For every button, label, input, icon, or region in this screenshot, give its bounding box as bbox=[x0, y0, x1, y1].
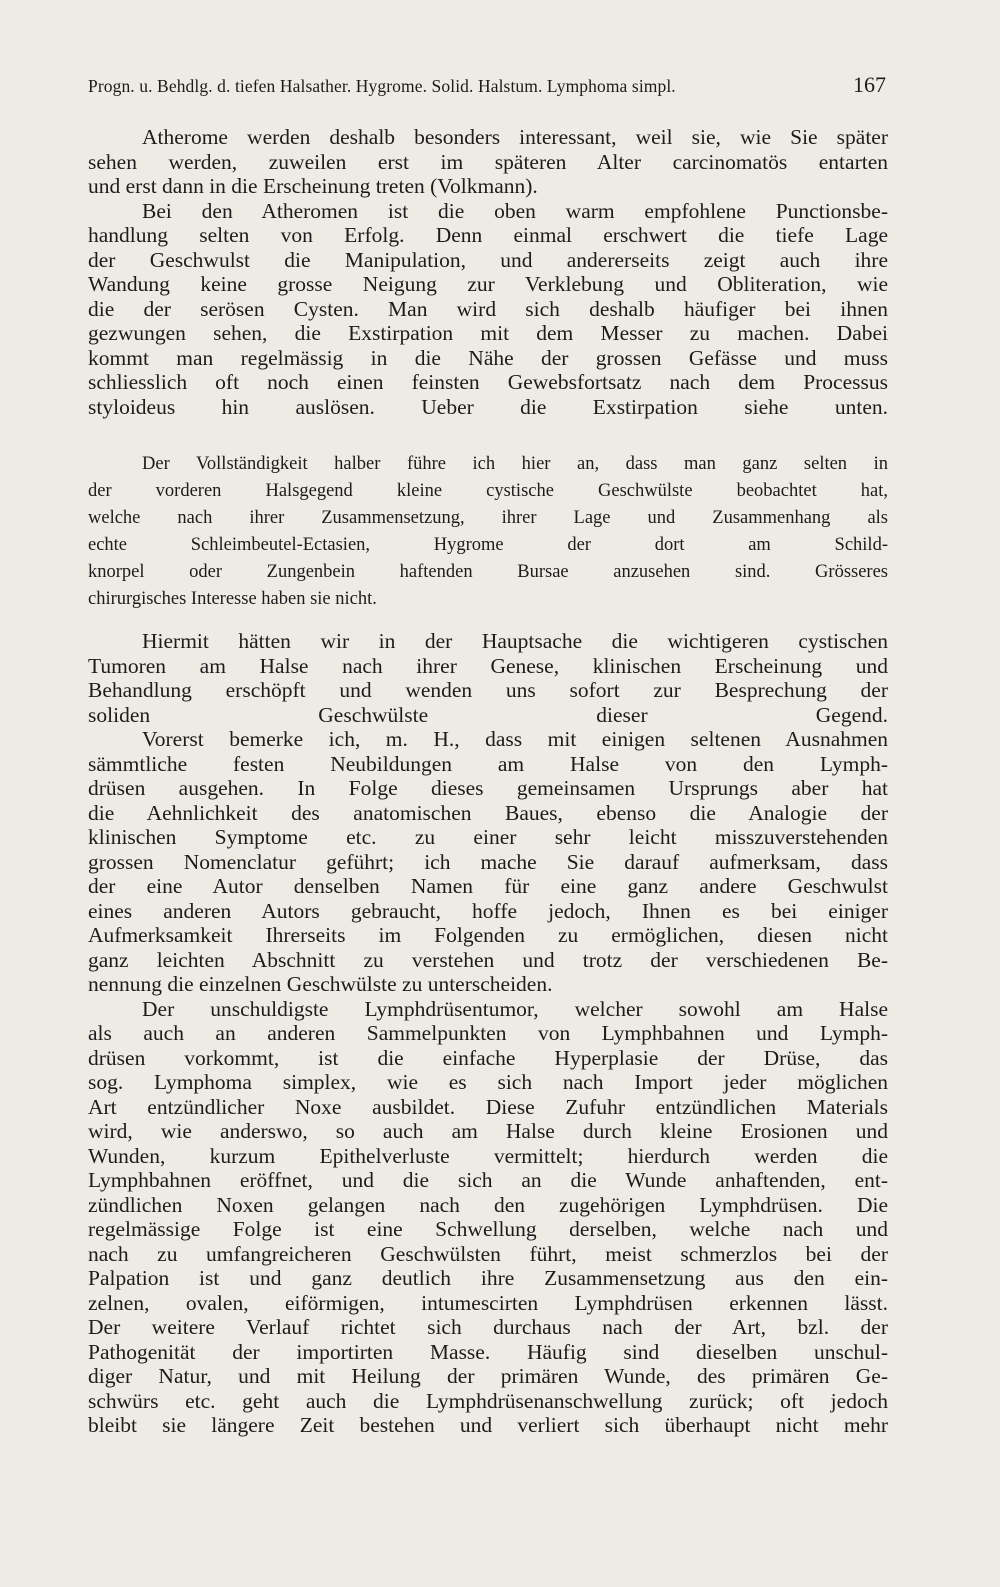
text-line: welche nach ihrer Zusammensetzung, ihrer Lage und Zusammenhang als bbox=[88, 508, 888, 528]
text-line: schliesslich oft noch einen feinsten Gewebsfortsatz nach dem Processus bbox=[88, 370, 888, 394]
text-line: Tumoren am Halse nach ihrer Genese, klinischen Erscheinung und bbox=[88, 653, 888, 678]
text-line: knorpel oder Zungenbein haftenden Bursae anzusehen sind. Grösseres bbox=[88, 562, 888, 582]
text-line: ganz leichten Abschnitt zu verstehen und trotz der verschiedenen Be- bbox=[88, 947, 888, 972]
text-line: Wandung keine grosse Neigung zur Verklebung und Obliteration, wie bbox=[88, 272, 888, 296]
text-line: und erst dann in die Erscheinung treten (Volkmann). bbox=[88, 174, 538, 198]
text-line: als auch an anderen Sammelpunkten von Lymphbahnen und Lymph- bbox=[88, 1021, 888, 1045]
text-line: die der serösen Cysten. Man wird sich deshalb häufiger bei ihnen bbox=[88, 296, 888, 321]
text-line: zelnen, ovalen, eiförmigen, intumescirten Lymphdrüsen erkennen lässt. bbox=[88, 1290, 888, 1315]
text-line: Bei den Atheromen ist die oben warm empfohlene Punctionsbe- bbox=[142, 198, 888, 223]
running-header: Progn. u. Behdlg. d. tiefen Halsather. Hygrome. Solid. Halstum. Lymphoma simpl. bbox=[88, 76, 676, 96]
paragraph bbox=[88, 125, 888, 199]
text-line: echte Schleimbeutel-Ectasien, Hygrome der dort am Schild- bbox=[88, 535, 888, 555]
page-number: 167 bbox=[853, 72, 886, 97]
paragraph bbox=[88, 727, 888, 997]
text-line: sämmtliche festen Neubildungen am Halse von den Lymph- bbox=[88, 751, 888, 776]
text-line: grossen Nomenclatur geführt; ich mache Sie darauf aufmerksam, dass bbox=[88, 849, 888, 874]
text-line: Aufmerksamkeit Ihrerseits im Folgenden zu ermöglichen, diesen nicht bbox=[88, 923, 888, 947]
text-line: klinischen Symptome etc. zu einer sehr leicht misszuverstehenden bbox=[88, 825, 888, 849]
text-line: die Aehnlichkeit des anatomischen Baues, ebenso die Analogie der bbox=[88, 800, 888, 825]
text-line: Palpation ist und ganz deutlich ihre Zusammensetzung aus den ein- bbox=[88, 1266, 888, 1290]
paragraph bbox=[88, 997, 888, 1438]
paragraph bbox=[88, 199, 888, 420]
text-line: Vorerst bemerke ich, m. H., dass mit einigen seltenen Ausnahmen bbox=[142, 727, 888, 751]
text-line: Der weitere Verlauf richtet sich durchaus nach der Art, bzl. der bbox=[88, 1315, 888, 1339]
text-line: kommt man regelmässig in die Nähe der grossen Gefässe und muss bbox=[88, 345, 888, 370]
text-line: nennung die einzelnen Geschwülste zu unterscheiden. bbox=[88, 972, 553, 996]
text-line: Lymphbahnen eröffnet, und die sich an die Wunde anhaftenden, ent- bbox=[88, 1168, 888, 1192]
text-line: handlung selten von Erfolg. Denn einmal erschwert die tiefe Lage bbox=[88, 223, 888, 247]
text-line: sehen werden, zuweilen erst im späteren Alter carcinomatös entarten bbox=[88, 149, 888, 174]
text-line: der eine Autor denselben Namen für eine ganz andere Geschwulst bbox=[88, 874, 888, 898]
text-line: Wunden, kurzum Epithelverluste vermittelt; hierdurch werden die bbox=[88, 1143, 888, 1168]
text-line: Der unschuldigste Lymphdrüsentumor, welcher sowohl am Halse bbox=[142, 996, 888, 1021]
text-line: bleibt sie längere Zeit bestehen und verliert sich überhaupt nicht mehr bbox=[88, 1413, 888, 1437]
paragraph bbox=[88, 451, 888, 613]
text-line: wird, wie anderswo, so auch am Halse durch kleine Erosionen und bbox=[88, 1119, 888, 1143]
text-line: gezwungen sehen, die Exstirpation mit dem Messer zu machen. Dabei bbox=[88, 321, 888, 345]
text-line: schwürs etc. geht auch die Lymphdrüsenanschwellung zurück; oft jedoch bbox=[88, 1388, 888, 1413]
text-line: Hiermit hätten wir in der Hauptsache die wichtigeren cystischen bbox=[142, 629, 888, 653]
text-line: drüsen vorkommt, ist die einfache Hyperplasie der Drüse, das bbox=[88, 1045, 888, 1070]
text-line: chirurgisches Interesse haben sie nicht. bbox=[88, 589, 377, 609]
text-line: zündlichen Noxen gelangen nach den zugehörigen Lymphdrüsen. Die bbox=[88, 1192, 888, 1217]
text-line: Atherome werden deshalb besonders interessant, weil sie, wie Sie später bbox=[142, 125, 888, 149]
paragraph bbox=[88, 629, 888, 727]
text-line: styloideus hin auslösen. Ueber die Exstirpation siehe unten. bbox=[88, 394, 888, 419]
text-line: der Geschwulst die Manipulation, und andererseits zeigt auch ihre bbox=[88, 247, 888, 272]
text-line: der vorderen Halsgegend kleine cystische Geschwülste beobachtet hat, bbox=[88, 481, 888, 501]
text-line: eines anderen Autors gebraucht, hoffe jedoch, Ihnen es bei einiger bbox=[88, 898, 888, 923]
text-line: Der Vollständigkeit halber führe ich hier an, dass man ganz selten in bbox=[142, 454, 888, 474]
text-line: Behandlung erschöpft und wenden uns sofort zur Besprechung der bbox=[88, 678, 888, 702]
text-line: sog. Lymphoma simplex, wie es sich nach Import jeder möglichen bbox=[88, 1070, 888, 1094]
text-line: diger Natur, und mit Heilung der primären Wunde, des primären Ge- bbox=[88, 1364, 888, 1388]
text-line: nach zu umfangreicheren Geschwülsten führt, meist schmerzlos bei der bbox=[88, 1241, 888, 1266]
text-line: Art entzündlicher Noxe ausbildet. Diese Zufuhr entzündlichen Materials bbox=[88, 1094, 888, 1119]
text-line: soliden Geschwülste dieser Gegend. bbox=[88, 702, 888, 727]
text-line: Pathogenität der importirten Masse. Häufig sind dieselben unschul- bbox=[88, 1339, 888, 1364]
text-line: drüsen ausgehen. In Folge dieses gemeinsamen Ursprungs aber hat bbox=[88, 776, 888, 800]
text-line: regelmässige Folge ist eine Schwellung derselben, welche nach und bbox=[88, 1217, 888, 1241]
